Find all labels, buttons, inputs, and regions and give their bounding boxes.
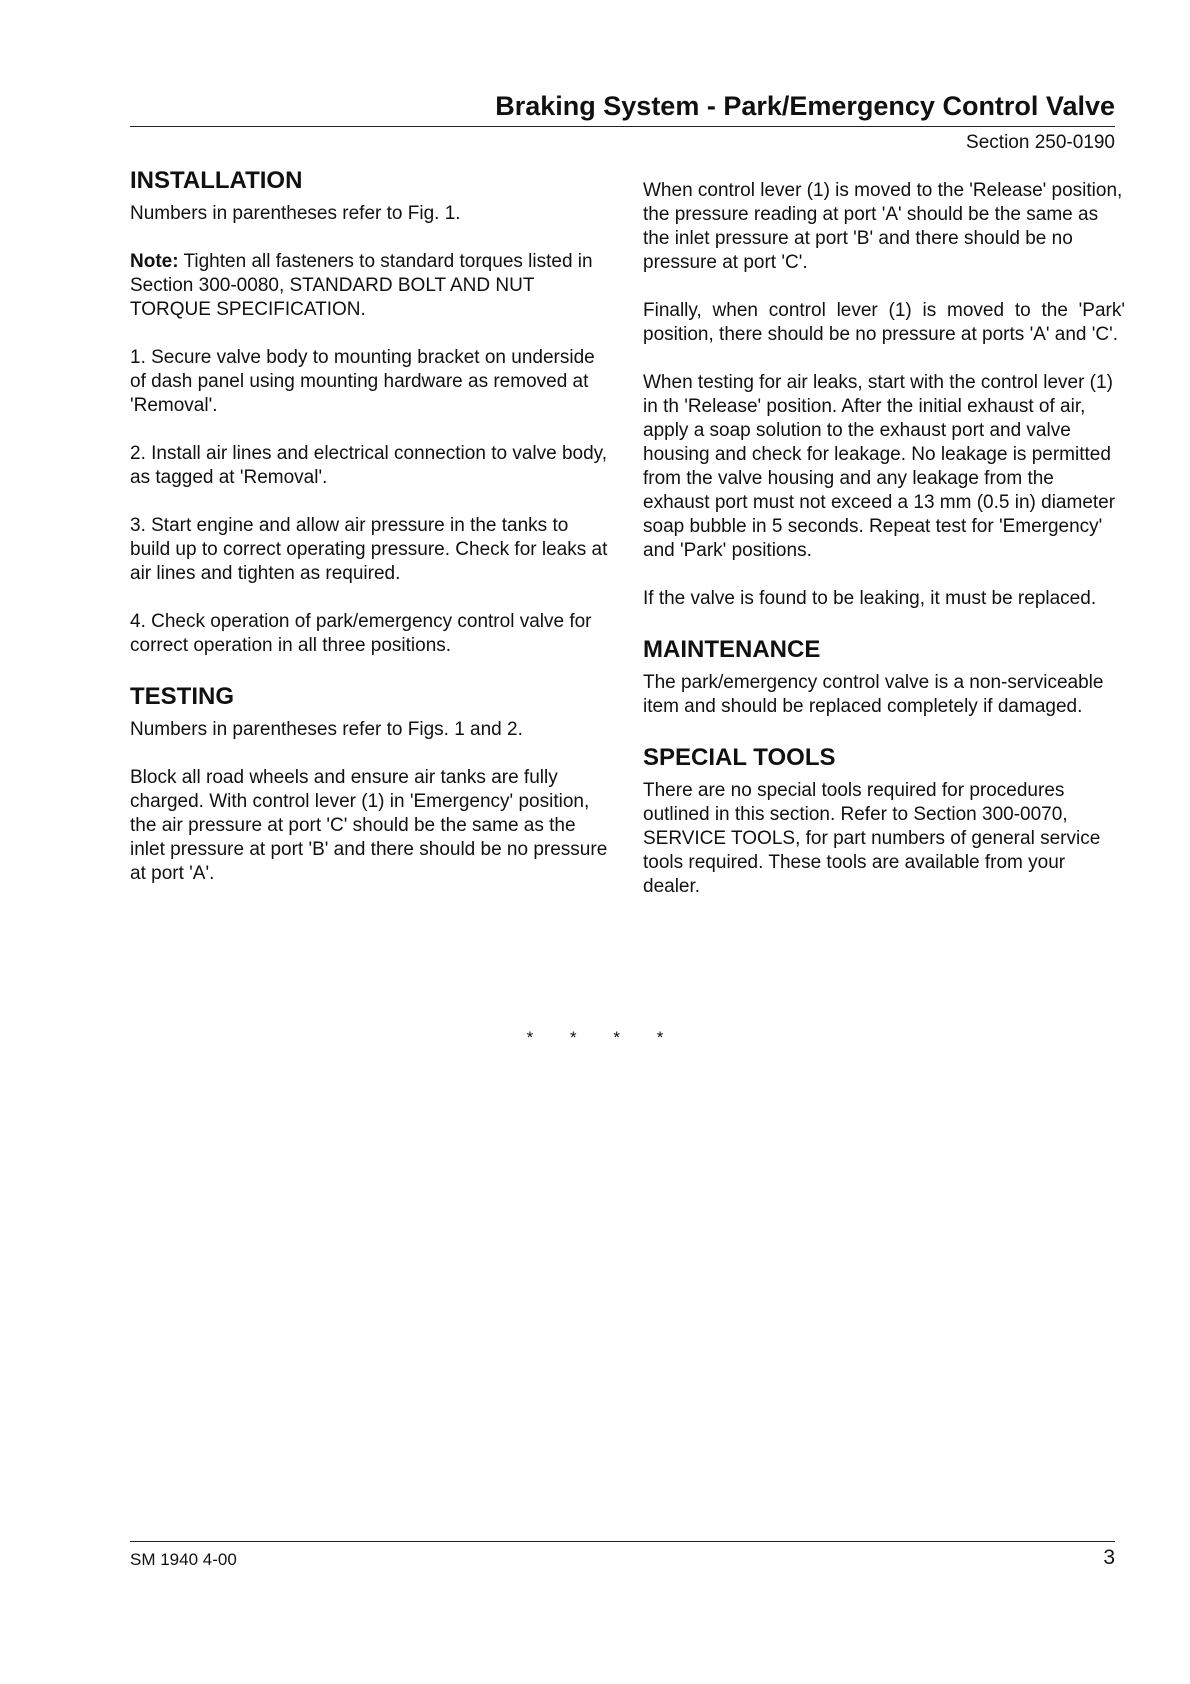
left-column [130, 166, 612, 910]
special-tools-text: There are no special tools required for procedures outlined in this section. Refer to Section 300-0070, SERVICE TOOLS, for part numbers of general service tools required. These tools are available from your dealer. [643, 780, 1101, 897]
page-number: 3 [1103, 1546, 1115, 1569]
installation-step: 4. Check operation of park/emergency control valve for correct operation in all three positions. [130, 611, 592, 656]
testing-paragraph: Block all road wheels and ensure air tanks are fully charged. With control lever (1) in 'Emergency' position, the air pressure at port 'C' should be the same as the inlet pressure at port 'B' and there should be no pressure at port 'A'. [130, 767, 608, 884]
installation-step: 3. Start engine and allow air pressure in the tanks to build up to correct operating pressure. Check for leaks at air lines and tighten as required. [130, 515, 608, 584]
section-reference: Section 250-0190 [966, 132, 1115, 153]
note-label: Note: [130, 251, 179, 272]
maintenance-heading: MAINTENANCE [643, 636, 821, 663]
installation-note [130, 250, 612, 322]
installation-step: 2. Install air lines and electrical connection to valve body, as tagged at 'Removal'. [130, 443, 608, 488]
testing-intro: Numbers in parentheses refer to Figs. 1 and 2. [130, 719, 523, 740]
note-text: Tighten all fasteners to standard torques listed in Section 300-0080, STANDARD BOLT AND NUT TORQUE SPECIFICATION. [130, 251, 593, 320]
testing-paragraph: Finally, when control lever (1) is moved to the 'Park' position, there should be no pressure at ports 'A' and 'C'. [643, 300, 1125, 345]
installation-step: 1. Secure valve body to mounting bracket on underside of dash panel using mounting hardware as removed at 'Removal'. [130, 347, 595, 416]
end-mark: * [656, 1028, 664, 1047]
testing-paragraph: When control lever (1) is moved to the 'Release' position, the pressure reading at port 'A' should be the same as the inlet pressure at port 'B' and there should be no pressure at port 'C'. [643, 180, 1123, 273]
footer-divider [130, 1541, 1115, 1542]
end-mark: * [526, 1028, 534, 1047]
end-mark: * [613, 1028, 620, 1047]
page-title: Braking System - Park/Emergency Control Valve [495, 91, 1115, 121]
testing-paragraph: If the valve is found to be leaking, it must be replaced. [643, 588, 1097, 609]
header-divider [130, 126, 1115, 127]
maintenance-text: The park/emergency control valve is a non-serviceable item and should be replaced completely if damaged. [643, 672, 1104, 717]
right-column [643, 179, 1125, 923]
installation-heading: INSTALLATION [130, 167, 303, 194]
testing-heading: TESTING [130, 683, 235, 710]
installation-intro: Numbers in parentheses refer to Fig. 1. [130, 203, 461, 224]
testing-paragraph: When testing for air leaks, start with the control lever (1) in th 'Release' position. After the initial exhaust of air, apply a soap solution to the exhaust port and valve housing and check for leakage. No leakage is permitted from the valve housing and any leakage from the exhaust port must not exceed a 13 mm (0.5 in) diameter soap bubble in 5 seconds. Repeat test for 'Emergency' and 'Park' positions. [643, 372, 1116, 561]
document-code: SM 1940 4-00 [130, 1550, 237, 1569]
end-mark: * [570, 1028, 577, 1047]
end-of-section-marks [0, 1028, 1190, 1048]
special-tools-heading: SPECIAL TOOLS [643, 744, 836, 771]
